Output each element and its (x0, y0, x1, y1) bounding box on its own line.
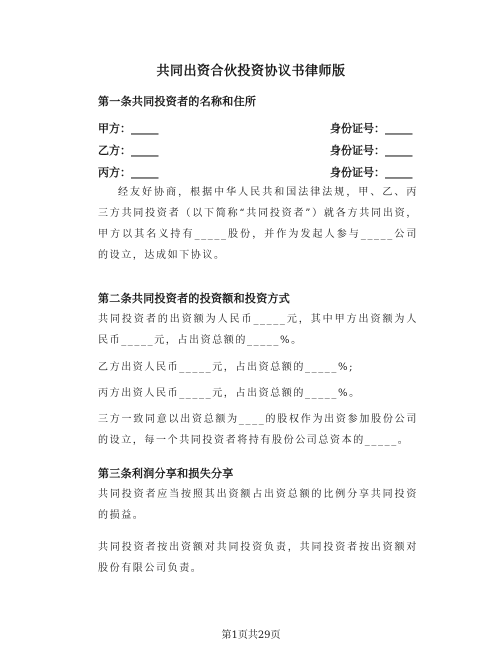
section-2-paragraph-4: 三方一致同意以出资总额为____的股权作为出资参加股份公司的设立，每一个共同投资者将持有股份公司总资本的_____。 (98, 414, 418, 446)
page-number: 第1页共29页 (221, 630, 281, 641)
party-c-name: 丙方：_____ (98, 166, 159, 179)
party-a-name: 甲方：_____ (98, 122, 159, 135)
party-a-id: 身份证号：_____ (330, 122, 413, 135)
section-3-heading: 第三条利润分享和损失分享 (98, 467, 234, 480)
section-2-paragraph-1: 共同投资者的出资额为人民币_____元，其中甲方出资额为人民币_____元，占出资总额的_____%。 (98, 314, 418, 346)
party-b-id: 身份证号：_____ (330, 144, 413, 157)
section-3-paragraph-1: 共同投资者应当按照其出资额占出资总额的比例分享共同投资的损益。 (98, 489, 418, 521)
section-1-heading: 第一条共同投资者的名称和住所 (98, 95, 257, 108)
section-3-paragraph-2: 共同投资者按出资额对共同投资负责，共同投资者按出资额对股份有限公司负责。 (98, 542, 418, 574)
section-2-heading: 第二条共同投资者的投资额和投资方式 (98, 292, 291, 305)
section-2-paragraph-2: 乙方出资人民币_____元，占出资总额的_____%; (98, 362, 355, 373)
section-2-paragraph-3: 丙方出资人民币_____元，占出资总额的_____%。 (98, 388, 361, 399)
document-title: 共同出资合伙投资协议书律师版 (156, 64, 346, 79)
section-1-paragraph: 经友好协商，根据中华人民共和国法律法规，甲、乙、丙三方共同投资者（以下简称“共同投资者”）就各方共同出资，甲方以其名义持有_____股份，并作为发起人参与_____公司的设立，达成如下协议。 (98, 187, 418, 261)
party-row-c (98, 164, 416, 180)
party-row-b (98, 142, 416, 158)
party-b-name: 乙方：_____ (98, 144, 159, 157)
party-row-a (98, 120, 416, 136)
party-c-id: 身份证号：_____ (330, 166, 413, 179)
